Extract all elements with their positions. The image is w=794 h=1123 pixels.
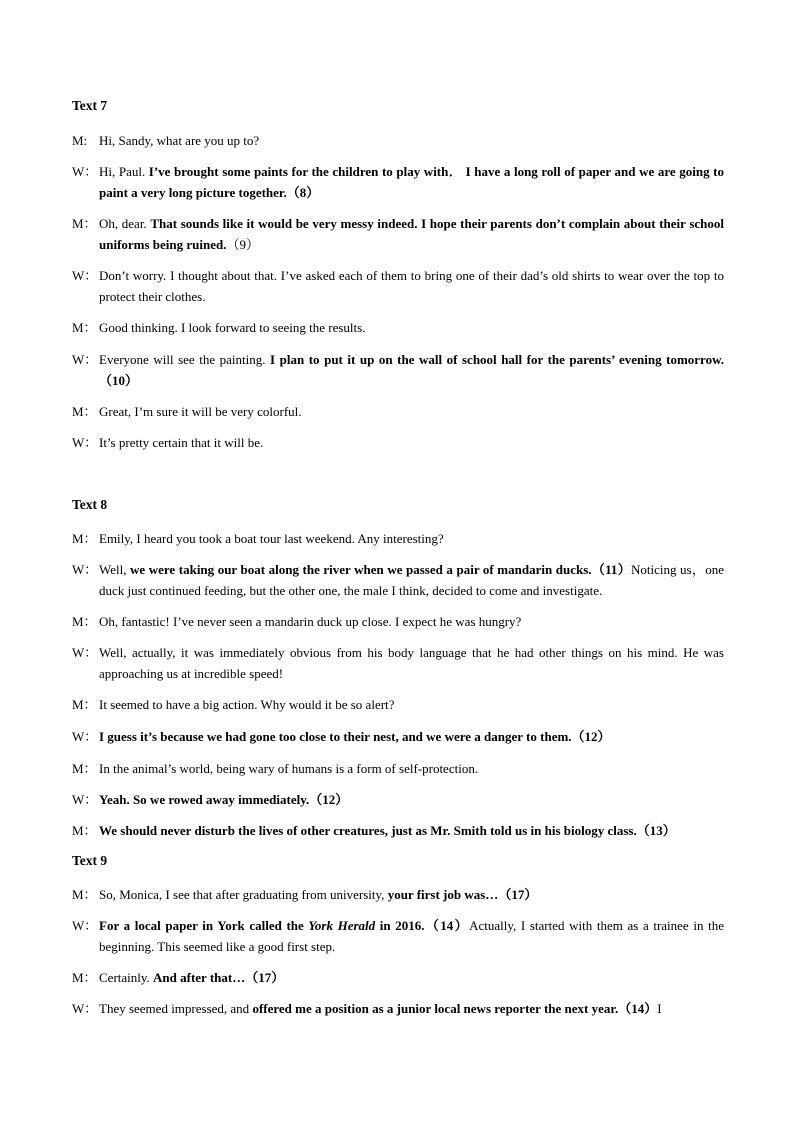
- speaker-label: W：: [72, 164, 98, 179]
- dialogue-line: [72, 694, 724, 715]
- speaker-label: M：: [72, 823, 97, 838]
- speaker-label: W：: [72, 918, 98, 933]
- text-segment: Oh, fantastic! I’ve never seen a mandarin duck up close. I expect he was hungry?: [99, 614, 522, 629]
- dialogue-line: [72, 130, 724, 151]
- dialogue-line: [72, 432, 724, 453]
- dialogue-text: [72, 528, 724, 549]
- section-heading: Text 7: [72, 98, 108, 113]
- text-segment: Good thinking. I look forward to seeing the results.: [99, 320, 366, 335]
- speaker-label: M：: [72, 887, 97, 902]
- text-segment: So, Monica, I see that after graduating from university,: [99, 887, 388, 902]
- dialogue-text: [72, 265, 724, 307]
- dialogue-line: [72, 161, 724, 203]
- text-segment: （12）: [309, 792, 349, 807]
- dialogue-text: [72, 820, 724, 841]
- text-segment: Great, I’m sure it will be very colorful.: [99, 404, 302, 419]
- text-segment: （13）: [636, 823, 676, 838]
- dialogue-text: [72, 758, 724, 779]
- text-segment: For a local paper in York called the: [99, 918, 309, 933]
- dialogue-line: [72, 998, 724, 1019]
- dialogue-text: [72, 161, 724, 203]
- dialogue-line: [72, 265, 724, 307]
- dialogue-line: [72, 611, 724, 632]
- text-segment: （14）: [424, 918, 470, 933]
- dialogue-line: [72, 317, 724, 338]
- text-segment: Hi, Paul.: [99, 164, 149, 179]
- speaker-label: M:: [72, 133, 88, 148]
- text-segment: We should never disturb the lives of other creatures, just as Mr. Smith told us in his biology class.: [99, 823, 637, 838]
- text-segment: （14）: [618, 1001, 658, 1016]
- dialogue-line: [72, 967, 724, 988]
- dialogue-line: [72, 559, 724, 601]
- dialogue-line: [72, 349, 724, 391]
- text-segment: I guess it’s because we had gone too close to their nest, and we were a danger to them.: [99, 729, 572, 744]
- speaker-label: M：: [72, 970, 97, 985]
- dialogue-line: [72, 915, 724, 957]
- speaker-label: M：: [72, 216, 97, 231]
- text-segment: Certainly.: [99, 970, 154, 985]
- text-segment: Well, actually, it was immediately obvious from his body language that he had other things on his mind. He was approaching us at incredible speed!: [99, 645, 724, 681]
- text-segment: Yeah. So we rowed away immediately.: [99, 792, 310, 807]
- text-segment: That sounds like it would be very messy indeed. I hope their parents don’t complain about their school uniforms being ruined.: [99, 216, 724, 252]
- text-segment: （17）: [245, 970, 285, 985]
- text-segment: （17）: [498, 887, 538, 902]
- speaker-label: W：: [72, 729, 98, 744]
- text-segment: Emily, I heard you took a boat tour last weekend. Any interesting?: [99, 531, 444, 546]
- dialogue-line: [72, 820, 724, 841]
- speaker-label: W：: [72, 352, 98, 367]
- text-segment: （12）: [571, 729, 611, 744]
- text-segment: In the animal’s world, being wary of humans is a form of self-protection.: [99, 761, 479, 776]
- dialogue-text: [72, 401, 724, 422]
- speaker-label: W：: [72, 645, 98, 660]
- dialogue-text: [72, 642, 724, 684]
- text-segment: It’s pretty certain that it will be.: [99, 435, 264, 450]
- dialogue-text: [72, 967, 724, 988]
- dialogue-text: [72, 432, 724, 453]
- dialogue-text: [72, 998, 724, 1019]
- text-segment: Hi, Sandy, what are you up to?: [99, 133, 260, 148]
- speaker-label: W：: [72, 435, 98, 450]
- text-segment: Well,: [99, 562, 131, 577]
- text-segment: （8）: [286, 185, 320, 200]
- text-segment: And after that…: [153, 970, 246, 985]
- dialogue-line: [72, 789, 724, 810]
- text-segment: （11）: [591, 562, 632, 577]
- dialogue-text: [72, 694, 724, 715]
- dialogue-text: [72, 884, 724, 905]
- text-segment: Everyone will see the painting.: [99, 352, 271, 367]
- text-segment: It seemed to have a big action. Why would it be so alert?: [99, 697, 395, 712]
- text-segment: I’ve brought some paints for the children to play with． I have a long roll of paper and we are going to paint a very long picture together.: [99, 164, 724, 200]
- dialogue-line: [72, 213, 724, 255]
- section-heading: Text 9: [72, 853, 108, 868]
- dialogue-text: [72, 213, 724, 255]
- text-segment: in 2016.: [375, 918, 425, 933]
- text-segment: we were taking our boat along the river when we passed a pair of mandarin ducks.: [130, 562, 592, 577]
- text-segment: Don’t worry. I thought about that. I’ve asked each of them to bring one of their dad’s old shirts to wear over the top to protect their clothes.: [99, 268, 724, 304]
- dialogue-text: [72, 726, 724, 747]
- speaker-label: M：: [72, 697, 97, 712]
- speaker-label: W：: [72, 792, 98, 807]
- dialogue-text: [72, 559, 724, 601]
- text-segment: I plan to put it up on the wall of school hall for the parents’ evening tomorrow.: [270, 352, 725, 367]
- text-segment: offered me a position as a junior local news reporter the next year.: [252, 1001, 619, 1016]
- text-segment: your first job was…: [387, 887, 499, 902]
- dialogue-text: [72, 611, 724, 632]
- text-segment: I: [657, 1001, 662, 1016]
- dialogue-line: [72, 642, 724, 684]
- speaker-label: W：: [72, 268, 98, 283]
- text-segment: Oh, dear.: [99, 216, 151, 231]
- text-segment: （9）: [226, 237, 260, 252]
- text-segment: Noticing us，one duck just continued feeding, but the other one, the male I think, decided to come and investigate.: [99, 562, 724, 598]
- dialogue-text: [72, 789, 724, 810]
- text-segment: They seemed impressed, and: [99, 1001, 253, 1016]
- speaker-label: M：: [72, 531, 97, 546]
- dialogue-line: [72, 726, 724, 747]
- speaker-label: M：: [72, 404, 97, 419]
- dialogue-line: [72, 528, 724, 549]
- dialogue-line: [72, 401, 724, 422]
- speaker-label: W：: [72, 562, 98, 577]
- speaker-label: M：: [72, 320, 97, 335]
- speaker-label: M：: [72, 761, 97, 776]
- section-heading: Text 8: [72, 497, 108, 512]
- text-segment: York Herald: [308, 918, 376, 933]
- dialogue-line: [72, 884, 724, 905]
- dialogue-text: [72, 130, 724, 151]
- dialogue-text: [72, 915, 724, 957]
- speaker-label: W：: [72, 1001, 98, 1016]
- text-segment: （10）: [99, 373, 139, 388]
- dialogue-text: [72, 317, 724, 338]
- dialogue-text: [72, 349, 724, 391]
- dialogue-line: [72, 758, 724, 779]
- text-segment: Actually, I started with them as a trainee in the beginning. This seemed like a good first step.: [99, 918, 724, 954]
- speaker-label: M：: [72, 614, 97, 629]
